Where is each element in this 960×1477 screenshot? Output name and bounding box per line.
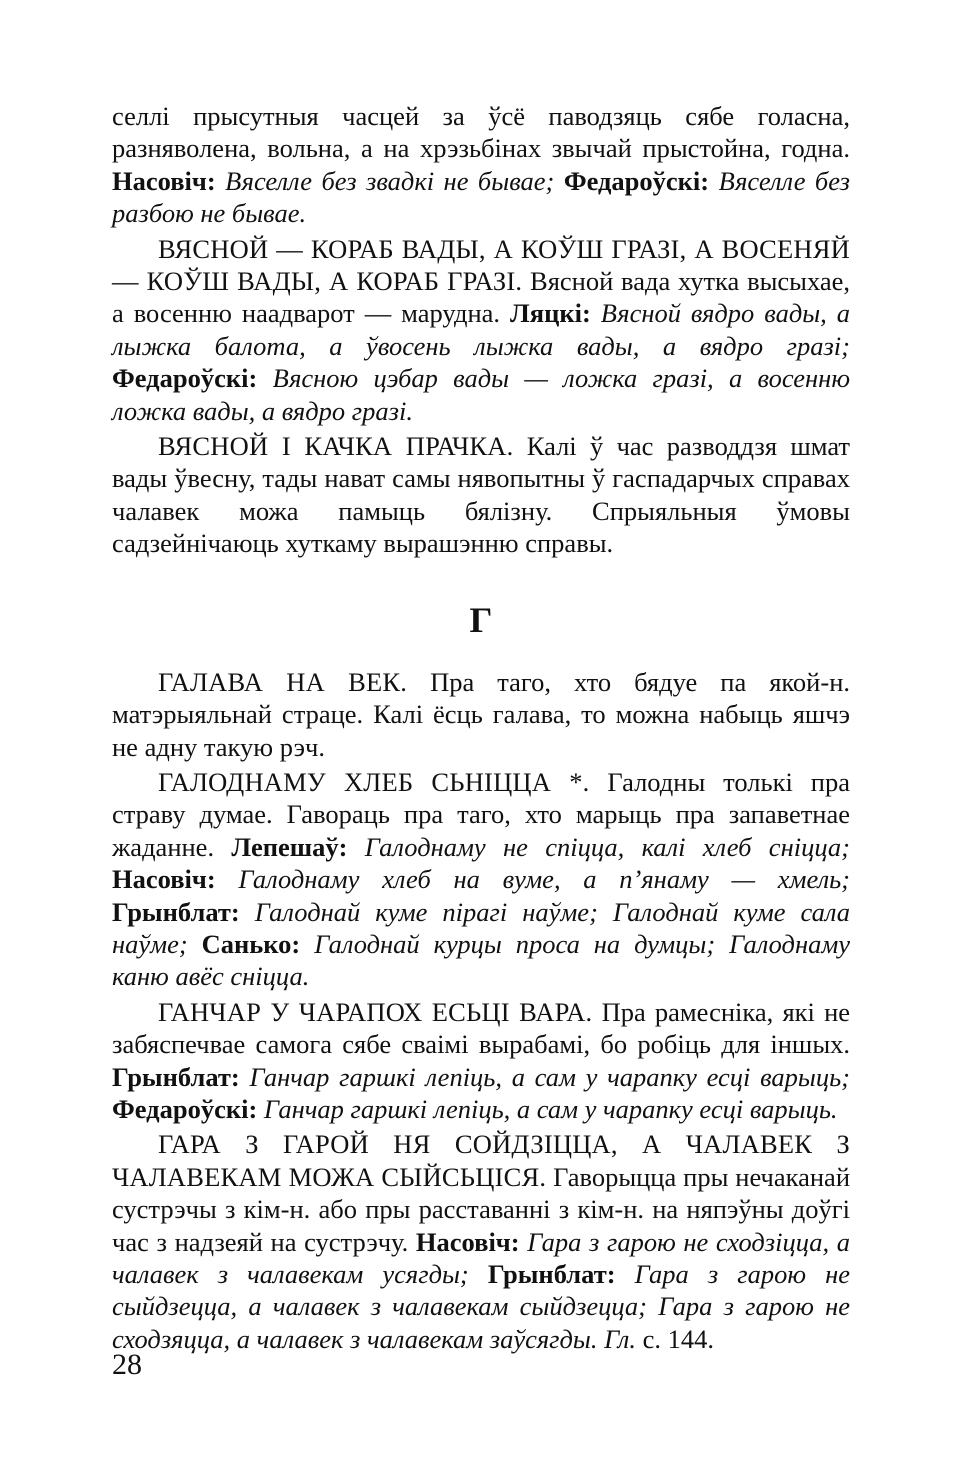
proverb-variant: Гара з гарою не сходзіцца, а чалавек з чалавекам усягды; — [112, 1226, 851, 1289]
source-author: Насовіч: — [112, 165, 216, 196]
body-text — [112, 100, 850, 1355]
text-run — [188, 929, 202, 959]
proverb-variant: Вяселле без разбою не бывае. — [112, 165, 851, 229]
proverb-variant: Галоднаму хлеб на вуме, а п’янаму — хмель; — [238, 864, 851, 895]
proverb-variant: Гара з гарою не сыйдзецца, а чалавек з чалавекам сыйдзецца; Гара з гарою не сходзяцца, а чалавек з чалавекам заўсягды. — [112, 1259, 851, 1354]
text-run: селлі прысутныя часцей за ўсё паводзяць сябе голасна, разняволена, вольна, а на хрэзьбінах звычай прыстойна, годна. — [112, 101, 850, 164]
text-run: Пра рамесніка, які не забяспечвае самога сябе сваімі вырабамі, бо робіць для іншых. — [112, 996, 851, 1060]
dictionary-entry — [112, 1128, 850, 1355]
dictionary-entry — [112, 996, 850, 1126]
text-run — [216, 864, 239, 894]
proverb-variant: Галоднай куме пірагі наўме; Галоднай куме сала наўме; — [112, 896, 850, 959]
text-run: Пра таго, хто бядуе па якой-н. матэрыяльнай страце. Калі ёсць галава, то можна набыць яшчэ не адну такую рэч. — [112, 666, 850, 762]
text-run — [554, 166, 563, 196]
section-letter: Г — [469, 599, 493, 640]
dictionary-entry — [112, 430, 850, 560]
source-author: Санько: — [201, 928, 301, 959]
text-run — [257, 363, 272, 393]
proverb-variant: Гл. — [604, 1323, 636, 1354]
text-run — [300, 929, 314, 959]
source-author: Федароўскі: — [112, 363, 258, 394]
headword: ВЯСНОЙ І КАЧКА ПРАЧКА. — [158, 431, 514, 462]
dictionary-entry — [112, 766, 850, 993]
proverb-variant: Галоднай курцы проса на думцы; Галоднаму каню авёс сніцца. — [112, 928, 851, 992]
text-run: Калі ў час разводдзя шмат вады ўвесну, тады нават самы нявопытны ў гаспадарчых справах чалавек можа памыць бялізну. Спрыяльныя ўмовы садзейнічаюць хуткаму вырашэнню справы. — [112, 431, 850, 559]
headword: ГАЛАВА НА ВЕК. — [158, 666, 408, 697]
text-run — [240, 897, 255, 927]
text-run: Гаворыцца пры нечаканай сустрэчы з кім-н. або пры расставанні з кім-н. на няпэўны доўгі час з надзеяй на сустрэчу. — [112, 1161, 850, 1257]
text-run — [469, 1259, 488, 1289]
source-author: Федароўскі: — [112, 1093, 258, 1124]
text-run — [591, 298, 601, 328]
text-run: Вясной вада хутка высыхае, а восенню наадварот — марудна. — [112, 266, 850, 329]
proverb-variant: Ганчар гаршкі лепіць, а сам у чарапку есці варыць; — [249, 1061, 850, 1092]
dictionary-entry — [112, 233, 850, 427]
proverb-variant: Вясной вядро вады, а лыжка балота, а ўвосень лыжка вады, а вядро гразі; — [112, 298, 851, 361]
source-author: Федароўскі: — [563, 165, 710, 196]
text-run — [347, 832, 364, 862]
text-run — [257, 1094, 264, 1124]
proverb-variant: Ганчар гаршкі лепіць, а сам у чарапку есці варыць. — [263, 1093, 838, 1124]
page-number: 28 — [112, 1348, 142, 1381]
source-author: Грынблат: — [487, 1259, 616, 1289]
source-author: Насовіч: — [112, 864, 216, 895]
source-author: Лепешаў: — [231, 831, 348, 862]
text-run — [216, 166, 225, 196]
text-run — [709, 166, 718, 196]
source-author: Грынблат: — [112, 1061, 240, 1092]
continued-paragraph — [112, 100, 850, 230]
proverb-variant: Галоднаму не спіцца, калі хлеб сніцца; — [364, 831, 850, 862]
source-author: Ляцкі: — [509, 298, 591, 329]
source-author: Насовіч: — [415, 1226, 520, 1257]
headword: ГАНЧАР У ЧАРАПОХ ЕСЬЦІ ВАРА. — [158, 996, 593, 1027]
text-run: Галодны толькі пра страву думае. Гавораць пра таго, хто марыць пра запаветнае жаданне. — [112, 766, 850, 862]
text-run — [616, 1259, 635, 1289]
proverb-variant: Вясною цэбар вады — ложка гразі, а восенню ложка вады, а вядро гразі. — [112, 363, 851, 426]
source-author: Грынблат: — [112, 896, 240, 927]
headword: ВЯСНОЙ — КОРАБ ВАДЫ, А КОЎШ ГРАЗІ, А ВОСЕНЯЙ — КОЎШ ВАДЫ, А КОРАБ ГРАЗІ. — [112, 233, 850, 297]
headword: ГАРА З ГАРОЙ НЯ СОЙДЗІЦЦА, А ЧАЛАВЕК З ЧАЛАВЕКАМ МОЖА СЫЙСЬЦІСЯ. — [112, 1129, 850, 1192]
text-run: с. 144. — [636, 1323, 715, 1354]
proverb-variant: Вяселле без звадкі не бывае; — [225, 165, 555, 196]
dictionary-entry — [112, 666, 850, 763]
headword: ГАЛОДНАМУ ХЛЕБ СЬНІЦЦА *. — [158, 766, 590, 797]
